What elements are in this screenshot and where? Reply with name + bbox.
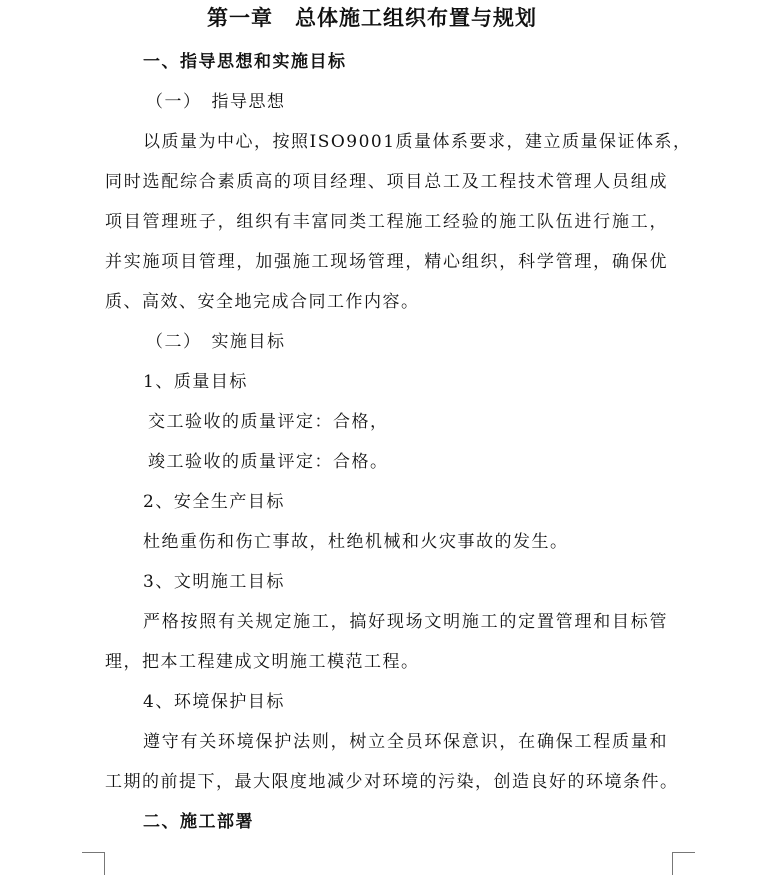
goal-heading-safety: 2、安全生产目标 <box>143 492 285 512</box>
paragraph-line: 同时选配综合素质高的项目经理、项目总工及工程技术管理人员组成 <box>105 172 668 192</box>
paragraph-line: 工期的前提下，最大限度地减少对环境的污染，创造良好的环境条件。 <box>105 772 679 792</box>
chapter-title: 第一章 总体施工组织布置与规划 <box>207 5 537 30</box>
paragraph-line: 项目管理班子，组织有丰富同类工程施工经验的施工队伍进行施工， <box>105 212 668 232</box>
paragraph-line: 遵守有关环境保护法则，树立全员环保意识，在确保工程质量和 <box>143 732 668 752</box>
paragraph-line: 以质量为中心，按照ISO9001质量体系要求，建立质量保证体系， <box>143 132 692 152</box>
paragraph-line: 质、高效、安全地完成合同工作内容。 <box>105 292 420 312</box>
subsection-heading-goals: （二） 实施目标 <box>146 332 286 352</box>
subsection-heading-guiding-ideology: （一） 指导思想 <box>146 92 286 112</box>
goal-heading-civilized-construction: 3、文明施工目标 <box>143 572 285 592</box>
goal-heading-environment: 4、环境保护目标 <box>143 692 285 712</box>
goal-heading-quality: 1、质量目标 <box>143 372 248 392</box>
goal-text: 竣工验收的质量评定：合格。 <box>148 452 389 472</box>
section-heading-1: 一、指导思想和实施目标 <box>143 52 347 72</box>
paragraph-line: 严格按照有关规定施工，搞好现场文明施工的定置管理和目标管 <box>143 612 668 632</box>
goal-text: 杜绝重伤和伤亡事故，杜绝机械和火灾事故的发生。 <box>143 532 569 552</box>
paragraph-line: 并实施项目管理，加强施工现场管理，精心组织，科学管理，确保优 <box>105 252 668 272</box>
section-heading-2: 二、施工部署 <box>143 812 254 832</box>
page-margin-corner-mark <box>82 852 105 875</box>
goal-text: 交工验收的质量评定：合格， <box>148 412 389 432</box>
paragraph-line: 理，把本工程建成文明施工模范工程。 <box>105 652 420 672</box>
page-margin-corner-mark <box>672 852 695 875</box>
